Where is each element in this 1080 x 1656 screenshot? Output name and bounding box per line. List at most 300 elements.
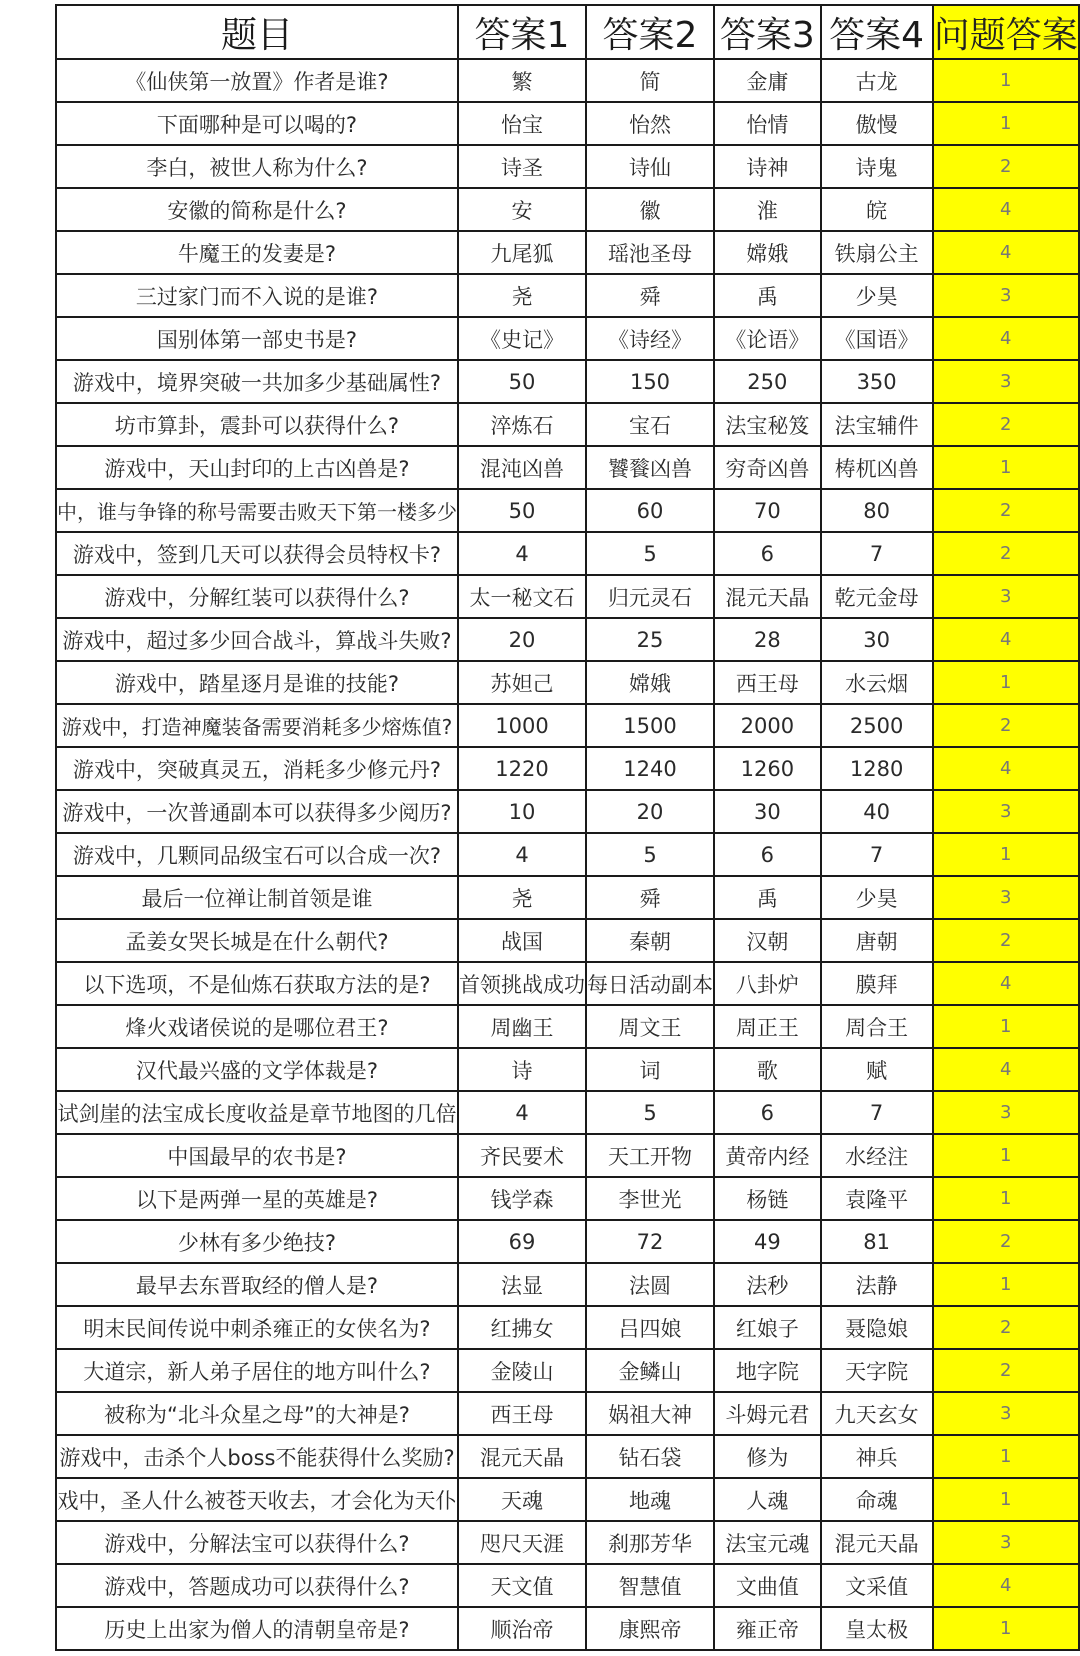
answer-4-cell: 7 xyxy=(821,532,933,575)
header-row xyxy=(56,5,1079,59)
table-row xyxy=(56,188,1079,231)
header-answer-key: 问题答案 xyxy=(933,5,1079,59)
question-cell xyxy=(56,1349,458,1392)
answer-1-cell: 天魂 xyxy=(458,1478,586,1521)
table-row xyxy=(56,1435,1079,1478)
answer-1-cell: 咫尺天涯 xyxy=(458,1521,586,1564)
question-cell xyxy=(56,317,458,360)
answer-3-cell: 6 xyxy=(714,833,821,876)
answer-4-cell: 皖 xyxy=(821,188,933,231)
table-row xyxy=(56,833,1079,876)
table-row xyxy=(56,1048,1079,1091)
answer-2-cell: 简 xyxy=(586,59,714,102)
table-row xyxy=(56,1349,1079,1392)
answer-2-cell: 诗仙 xyxy=(586,145,714,188)
answer-4-cell: 7 xyxy=(821,1091,933,1134)
question-cell xyxy=(56,1134,458,1177)
question-text: 安徽的简称是什么? xyxy=(167,198,347,223)
answer-2-cell: 舜 xyxy=(586,274,714,317)
answer-key-cell: 1 xyxy=(933,833,1079,876)
answer-3-cell: 法秒 xyxy=(714,1263,821,1306)
question-text: 中，谁与争锋的称号需要击败天下第一楼多少 xyxy=(57,500,457,524)
answer-4-cell: 《国语》 xyxy=(821,317,933,360)
question-cell xyxy=(56,1177,458,1220)
answer-4-cell: 梼杌凶兽 xyxy=(821,446,933,489)
answer-2-cell: 地魂 xyxy=(586,1478,714,1521)
answer-key-cell: 4 xyxy=(933,1564,1079,1607)
header-answer-4: 答案4 xyxy=(821,5,933,59)
question-cell xyxy=(56,1306,458,1349)
answer-4-cell: 天字院 xyxy=(821,1349,933,1392)
answer-2-cell: 5 xyxy=(586,532,714,575)
table-row xyxy=(56,317,1079,360)
answer-3-cell: 人魂 xyxy=(714,1478,821,1521)
answer-key-cell: 2 xyxy=(933,704,1079,747)
question-cell xyxy=(56,833,458,876)
question-cell xyxy=(56,1005,458,1048)
answer-1-cell: 红拂女 xyxy=(458,1306,586,1349)
answer-1-cell: 安 xyxy=(458,188,586,231)
question-cell xyxy=(56,1564,458,1607)
question-cell xyxy=(56,919,458,962)
answer-key-cell: 2 xyxy=(933,919,1079,962)
answer-1-cell: 怡宝 xyxy=(458,102,586,145)
question-cell xyxy=(56,747,458,790)
answer-1-cell: 周幽王 xyxy=(458,1005,586,1048)
answer-2-cell: 归元灵石 xyxy=(586,575,714,618)
answer-1-cell: 繁 xyxy=(458,59,586,102)
table-row xyxy=(56,231,1079,274)
table-row xyxy=(56,962,1079,1005)
answer-3-cell: 49 xyxy=(714,1220,821,1263)
answer-1-cell: 1000 xyxy=(458,704,586,747)
table-row xyxy=(56,618,1079,661)
table-row xyxy=(56,790,1079,833)
question-cell xyxy=(56,575,458,618)
question-text: 三过家门而不入说的是谁? xyxy=(135,284,379,309)
question-text: 游戏中，击杀个人boss不能获得什么奖励? xyxy=(59,1445,455,1470)
answer-key-cell: 2 xyxy=(933,532,1079,575)
answer-key-cell: 1 xyxy=(933,1478,1079,1521)
answer-3-cell: 修为 xyxy=(714,1435,821,1478)
table-row xyxy=(56,747,1079,790)
answer-3-cell: 汉朝 xyxy=(714,919,821,962)
answer-1-cell: 《史记》 xyxy=(458,317,586,360)
answer-4-cell: 铁扇公主 xyxy=(821,231,933,274)
question-cell xyxy=(56,1521,458,1564)
table-row xyxy=(56,489,1079,532)
table-row xyxy=(56,59,1079,102)
answer-4-cell: 350 xyxy=(821,360,933,403)
question-cell xyxy=(56,1478,458,1521)
answer-key-cell: 1 xyxy=(933,661,1079,704)
answer-2-cell: 《诗经》 xyxy=(586,317,714,360)
table-row xyxy=(56,1177,1079,1220)
answer-key-cell: 2 xyxy=(933,145,1079,188)
answer-3-cell: 2000 xyxy=(714,704,821,747)
answer-key-cell: 4 xyxy=(933,962,1079,1005)
answer-3-cell: 地字院 xyxy=(714,1349,821,1392)
question-text: 游戏中，踏星逐月是谁的技能? xyxy=(114,671,400,696)
answer-1-cell: 混元天晶 xyxy=(458,1435,586,1478)
answer-4-cell: 81 xyxy=(821,1220,933,1263)
answer-3-cell: 怡情 xyxy=(714,102,821,145)
question-text: 试剑崖的法宝成长度收益是章节地图的几倍 xyxy=(57,1101,457,1126)
table-row xyxy=(56,446,1079,489)
answer-2-cell: 天工开物 xyxy=(586,1134,714,1177)
question-text: 少林有多少绝技? xyxy=(177,1230,337,1255)
question-text: 游戏中，几颗同品级宝石可以合成一次? xyxy=(72,843,442,868)
answer-1-cell: 4 xyxy=(458,833,586,876)
answer-2-cell: 刹那芳华 xyxy=(586,1521,714,1564)
table-row xyxy=(56,1607,1079,1650)
answer-key-cell: 1 xyxy=(933,1607,1079,1650)
answer-1-cell: 西王母 xyxy=(458,1392,586,1435)
question-cell xyxy=(56,962,458,1005)
table-row xyxy=(56,704,1079,747)
answer-2-cell: 嫦娥 xyxy=(586,661,714,704)
answer-key-cell: 4 xyxy=(933,188,1079,231)
answer-4-cell: 皇太极 xyxy=(821,1607,933,1650)
question-cell xyxy=(56,661,458,704)
question-cell xyxy=(56,1435,458,1478)
answer-1-cell: 诗圣 xyxy=(458,145,586,188)
answer-3-cell: 斗姆元君 xyxy=(714,1392,821,1435)
question-text: 以下是两弹一星的英雄是? xyxy=(135,1187,379,1212)
answer-4-cell: 命魂 xyxy=(821,1478,933,1521)
answer-4-cell: 水经注 xyxy=(821,1134,933,1177)
question-text: 大道宗，新人弟子居住的地方叫什么? xyxy=(83,1359,431,1384)
question-text: 游戏中，签到几天可以获得会员特权卡? xyxy=(72,542,442,567)
answer-key-cell: 3 xyxy=(933,360,1079,403)
answer-3-cell: 禹 xyxy=(714,876,821,919)
answer-4-cell: 法静 xyxy=(821,1263,933,1306)
question-text: 烽火戏诸侯说的是哪位君王? xyxy=(125,1015,389,1040)
answer-2-cell: 60 xyxy=(586,489,714,532)
answer-1-cell: 50 xyxy=(458,489,586,532)
answer-2-cell: 怡然 xyxy=(586,102,714,145)
table-row xyxy=(56,360,1079,403)
table-row xyxy=(56,145,1079,188)
answer-1-cell: 金陵山 xyxy=(458,1349,586,1392)
answer-4-cell: 80 xyxy=(821,489,933,532)
table-row xyxy=(56,1091,1079,1134)
question-text: 游戏中，天山封印的上古凶兽是? xyxy=(104,456,410,481)
question-cell xyxy=(56,145,458,188)
answer-2-cell: 周文王 xyxy=(586,1005,714,1048)
answer-1-cell: 诗 xyxy=(458,1048,586,1091)
question-text: 游戏中，分解红装可以获得什么? xyxy=(104,585,410,610)
answer-2-cell: 5 xyxy=(586,833,714,876)
header-answer-2: 答案2 xyxy=(586,5,714,59)
answer-key-cell: 1 xyxy=(933,446,1079,489)
answer-3-cell: 1260 xyxy=(714,747,821,790)
question-text: 最早去东晋取经的僧人是? xyxy=(135,1273,379,1298)
answer-4-cell: 少昊 xyxy=(821,876,933,919)
question-text: 李白，被世人称为什么? xyxy=(146,155,368,180)
answer-key-cell: 4 xyxy=(933,231,1079,274)
answer-3-cell: 八卦炉 xyxy=(714,962,821,1005)
answer-1-cell: 苏妲己 xyxy=(458,661,586,704)
answer-1-cell: 混沌凶兽 xyxy=(458,446,586,489)
answer-3-cell: 嫦娥 xyxy=(714,231,821,274)
answer-2-cell: 金鳞山 xyxy=(586,1349,714,1392)
answer-4-cell: 法宝辅件 xyxy=(821,403,933,446)
answer-3-cell: 淮 xyxy=(714,188,821,231)
answer-4-cell: 周合王 xyxy=(821,1005,933,1048)
answer-2-cell: 舜 xyxy=(586,876,714,919)
answer-4-cell: 古龙 xyxy=(821,59,933,102)
answer-2-cell: 20 xyxy=(586,790,714,833)
answer-4-cell: 袁隆平 xyxy=(821,1177,933,1220)
answer-4-cell: 膜拜 xyxy=(821,962,933,1005)
answer-2-cell: 徽 xyxy=(586,188,714,231)
answer-key-cell: 1 xyxy=(933,1177,1079,1220)
answer-key-cell: 4 xyxy=(933,1048,1079,1091)
answer-2-cell: 25 xyxy=(586,618,714,661)
answer-1-cell: 1220 xyxy=(458,747,586,790)
answer-key-cell: 1 xyxy=(933,1134,1079,1177)
table-row xyxy=(56,403,1079,446)
question-text: 中国最早的农书是? xyxy=(167,1144,347,1169)
answer-3-cell: 250 xyxy=(714,360,821,403)
answer-4-cell: 九天玄女 xyxy=(821,1392,933,1435)
answer-3-cell: 禹 xyxy=(714,274,821,317)
answer-2-cell: 瑶池圣母 xyxy=(586,231,714,274)
answer-3-cell: 杨链 xyxy=(714,1177,821,1220)
answer-key-cell: 3 xyxy=(933,876,1079,919)
question-text: 孟姜女哭长城是在什么朝代? xyxy=(125,929,389,954)
answer-1-cell: 20 xyxy=(458,618,586,661)
question-text: 游戏中，超过多少回合战斗，算战斗失败? xyxy=(62,628,452,653)
question-cell xyxy=(56,1220,458,1263)
answer-2-cell: 词 xyxy=(586,1048,714,1091)
answer-4-cell: 傲慢 xyxy=(821,102,933,145)
question-cell xyxy=(56,274,458,317)
answer-key-cell: 1 xyxy=(933,102,1079,145)
question-text: 汉代最兴盛的文学体裁是? xyxy=(135,1058,379,1083)
question-cell xyxy=(56,59,458,102)
answer-key-cell: 1 xyxy=(933,1263,1079,1306)
answer-1-cell: 战国 xyxy=(458,919,586,962)
answer-2-cell: 秦朝 xyxy=(586,919,714,962)
question-text: 游戏中，打造神魔装备需要消耗多少熔炼值? xyxy=(61,715,453,739)
question-text: 游戏中，境界突破一共加多少基础属性? xyxy=(72,370,442,395)
answer-key-cell: 4 xyxy=(933,317,1079,360)
table-row xyxy=(56,1521,1079,1564)
table-row xyxy=(56,1134,1079,1177)
question-text: 牛魔王的发妻是? xyxy=(177,241,337,266)
question-cell xyxy=(56,360,458,403)
question-cell xyxy=(56,188,458,231)
question-cell xyxy=(56,403,458,446)
answer-1-cell: 首领挑战成功 xyxy=(458,962,586,1005)
question-text: 下面哪种是可以喝的? xyxy=(156,112,358,137)
answer-2-cell: 饕餮凶兽 xyxy=(586,446,714,489)
question-cell xyxy=(56,1091,458,1134)
answer-3-cell: 穷奇凶兽 xyxy=(714,446,821,489)
question-cell xyxy=(56,446,458,489)
table-row xyxy=(56,102,1079,145)
question-text: 明末民间传说中刺杀雍正的女侠名为? xyxy=(83,1316,431,1341)
answer-3-cell: 西王母 xyxy=(714,661,821,704)
answer-1-cell: 10 xyxy=(458,790,586,833)
table-row xyxy=(56,876,1079,919)
answer-4-cell: 唐朝 xyxy=(821,919,933,962)
answer-3-cell: 雍正帝 xyxy=(714,1607,821,1650)
answer-1-cell: 4 xyxy=(458,532,586,575)
answer-4-cell: 2500 xyxy=(821,704,933,747)
question-cell xyxy=(56,704,458,747)
answer-1-cell: 天文值 xyxy=(458,1564,586,1607)
question-text: 坊市算卦，震卦可以获得什么? xyxy=(114,413,400,438)
answer-3-cell: 法宝元魂 xyxy=(714,1521,821,1564)
answer-key-cell: 1 xyxy=(933,1005,1079,1048)
answer-2-cell: 1240 xyxy=(586,747,714,790)
answer-3-cell: 诗神 xyxy=(714,145,821,188)
question-text: 游戏中，分解法宝可以获得什么? xyxy=(104,1531,410,1556)
answer-4-cell: 40 xyxy=(821,790,933,833)
header-answer-3: 答案3 xyxy=(714,5,821,59)
answer-3-cell: 28 xyxy=(714,618,821,661)
answer-key-cell: 1 xyxy=(933,1435,1079,1478)
question-cell xyxy=(56,102,458,145)
answer-2-cell: 1500 xyxy=(586,704,714,747)
answer-2-cell: 每日活动副本 xyxy=(586,962,714,1005)
answer-3-cell: 6 xyxy=(714,1091,821,1134)
answer-key-cell: 3 xyxy=(933,1521,1079,1564)
question-text: 以下选项，不是仙炼石获取方法的是? xyxy=(83,972,431,997)
table-row xyxy=(56,1478,1079,1521)
answer-key-cell: 3 xyxy=(933,790,1079,833)
answer-1-cell: 4 xyxy=(458,1091,586,1134)
question-text: 《仙侠第一放置》作者是谁? xyxy=(125,69,389,94)
answer-key-cell: 2 xyxy=(933,1349,1079,1392)
answer-2-cell: 5 xyxy=(586,1091,714,1134)
answer-3-cell: 金庸 xyxy=(714,59,821,102)
answer-key-cell: 2 xyxy=(933,403,1079,446)
answer-4-cell: 少昊 xyxy=(821,274,933,317)
header-question: 题目 xyxy=(56,5,458,59)
answer-4-cell: 1280 xyxy=(821,747,933,790)
question-text: 国别体第一部史书是? xyxy=(156,327,358,352)
answer-2-cell: 钻石袋 xyxy=(586,1435,714,1478)
answer-key-cell: 3 xyxy=(933,274,1079,317)
answer-2-cell: 李世光 xyxy=(586,1177,714,1220)
answer-4-cell: 赋 xyxy=(821,1048,933,1091)
answer-3-cell: 歌 xyxy=(714,1048,821,1091)
answer-2-cell: 宝石 xyxy=(586,403,714,446)
answer-1-cell: 淬炼石 xyxy=(458,403,586,446)
answer-key-cell: 3 xyxy=(933,1392,1079,1435)
question-cell xyxy=(56,1263,458,1306)
answer-2-cell: 72 xyxy=(586,1220,714,1263)
table-row xyxy=(56,1392,1079,1435)
question-text: 历史上出家为僧人的清朝皇帝是? xyxy=(104,1617,410,1642)
table-row xyxy=(56,575,1079,618)
answer-1-cell: 69 xyxy=(458,1220,586,1263)
answer-key-cell: 2 xyxy=(933,489,1079,532)
answer-1-cell: 尧 xyxy=(458,274,586,317)
table-row xyxy=(56,1005,1079,1048)
answer-key-cell: 2 xyxy=(933,1306,1079,1349)
question-cell xyxy=(56,790,458,833)
question-cell xyxy=(56,532,458,575)
answer-4-cell: 神兵 xyxy=(821,1435,933,1478)
answer-1-cell: 顺治帝 xyxy=(458,1607,586,1650)
answer-3-cell: 70 xyxy=(714,489,821,532)
question-text: 游戏中，突破真灵五，消耗多少修元丹? xyxy=(72,757,442,782)
question-cell xyxy=(56,1048,458,1091)
question-cell xyxy=(56,489,458,532)
answer-1-cell: 太一秘文石 xyxy=(458,575,586,618)
question-cell xyxy=(56,876,458,919)
answer-3-cell: 周正王 xyxy=(714,1005,821,1048)
answer-key-cell: 4 xyxy=(933,747,1079,790)
table-row xyxy=(56,661,1079,704)
table-row xyxy=(56,1306,1079,1349)
table-row xyxy=(56,919,1079,962)
answer-2-cell: 吕四娘 xyxy=(586,1306,714,1349)
answer-1-cell: 齐民要术 xyxy=(458,1134,586,1177)
answer-4-cell: 聂隐娘 xyxy=(821,1306,933,1349)
answer-1-cell: 50 xyxy=(458,360,586,403)
question-cell xyxy=(56,1607,458,1650)
question-text: 最后一位禅让制首领是谁 xyxy=(141,886,373,911)
answer-4-cell: 文采值 xyxy=(821,1564,933,1607)
question-cell xyxy=(56,618,458,661)
answer-2-cell: 法圆 xyxy=(586,1263,714,1306)
answer-1-cell: 钱学森 xyxy=(458,1177,586,1220)
answer-3-cell: 法宝秘笈 xyxy=(714,403,821,446)
answer-3-cell: 黄帝内经 xyxy=(714,1134,821,1177)
answer-3-cell: 6 xyxy=(714,532,821,575)
answer-1-cell: 法显 xyxy=(458,1263,586,1306)
answer-1-cell: 尧 xyxy=(458,876,586,919)
answer-2-cell: 150 xyxy=(586,360,714,403)
answer-4-cell: 7 xyxy=(821,833,933,876)
answer-4-cell: 诗鬼 xyxy=(821,145,933,188)
table-row xyxy=(56,532,1079,575)
question-text: 游戏中，一次普通副本可以获得多少阅历? xyxy=(62,800,452,825)
table-row xyxy=(56,1220,1079,1263)
answer-3-cell: 《论语》 xyxy=(714,317,821,360)
answer-2-cell: 康熙帝 xyxy=(586,1607,714,1650)
question-cell xyxy=(56,231,458,274)
answer-key-cell: 3 xyxy=(933,1091,1079,1134)
answer-4-cell: 乾元金母 xyxy=(821,575,933,618)
answer-1-cell: 九尾狐 xyxy=(458,231,586,274)
answer-2-cell: 娲祖大神 xyxy=(586,1392,714,1435)
answer-3-cell: 红娘子 xyxy=(714,1306,821,1349)
answer-3-cell: 文曲值 xyxy=(714,1564,821,1607)
answer-key-cell: 2 xyxy=(933,1220,1079,1263)
table-row xyxy=(56,1564,1079,1607)
answer-3-cell: 30 xyxy=(714,790,821,833)
question-text: 游戏中，答题成功可以获得什么? xyxy=(104,1574,410,1599)
table-row xyxy=(56,1263,1079,1306)
answer-key-cell: 1 xyxy=(933,59,1079,102)
answer-key-cell: 3 xyxy=(933,575,1079,618)
spreadsheet xyxy=(55,4,1080,1651)
answer-3-cell: 混元天晶 xyxy=(714,575,821,618)
question-text: 戏中，圣人什么被苍天收去，才会化为天仆 xyxy=(57,1488,457,1513)
question-cell xyxy=(56,1392,458,1435)
quiz-answer-table xyxy=(55,4,1080,1651)
table-row xyxy=(56,274,1079,317)
answer-4-cell: 水云烟 xyxy=(821,661,933,704)
answer-2-cell: 智慧值 xyxy=(586,1564,714,1607)
